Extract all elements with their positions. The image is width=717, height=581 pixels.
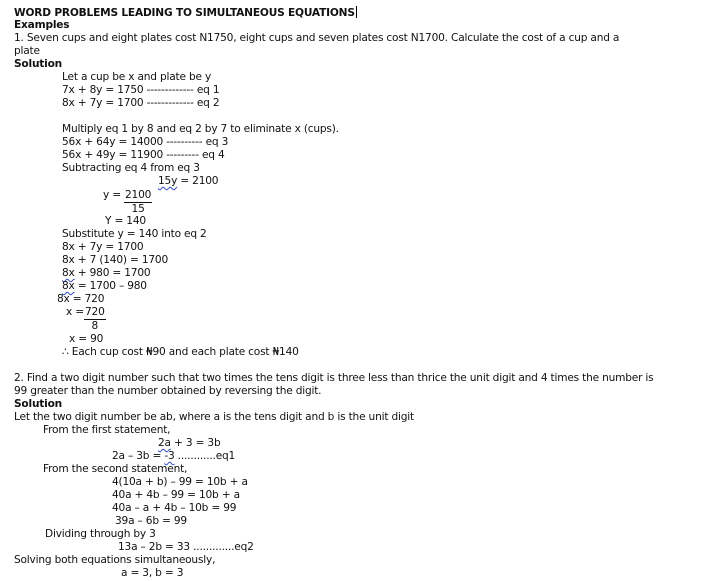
q1-x-value: x = 90 — [69, 333, 104, 345]
q1-multiply: Multiply eq 1 by 8 and eq 2 by 7 to eliminate x (cups). — [62, 123, 339, 135]
q1-step3 — [62, 267, 150, 280]
q1-text-line2: plate — [14, 45, 40, 57]
q2-f2 — [112, 450, 235, 463]
q2-eq2: 13a – 2b = 33 .............eq2 — [118, 541, 254, 553]
q2-f2-right: ............eq1 — [174, 450, 236, 462]
q2-f1 — [158, 437, 220, 450]
q1-answer: ∴ Each cup cost ₦90 and each plate cost ₦140 — [62, 346, 299, 358]
q1-y-label: y = — [103, 189, 121, 201]
q1-sub-result-right: = 2100 — [177, 175, 219, 187]
title-text: WORD PROBLEMS LEADING TO SIMULTANEOUS EQUATIONS — [14, 7, 355, 19]
q2-solving: Solving both equations simultaneously, — [14, 554, 216, 566]
q1-let: Let a cup be x and plate be y — [62, 71, 212, 83]
q1-eq4: 56x + 49y = 11900 --------- eq 4 — [62, 149, 225, 161]
q1-step1: 8x + 7y = 1700 — [62, 241, 144, 253]
q2-f2-left: 2a – 3b = — [112, 450, 165, 462]
q1-y-denominator: 15 — [131, 203, 145, 215]
examples-heading: Examples — [14, 19, 70, 31]
q1-solution-heading: Solution — [14, 58, 62, 70]
q1-eq1: 7x + 8y = 1750 ------------- eq 1 — [62, 84, 220, 96]
q1-x-numerator: 720 — [85, 306, 105, 318]
q1-sub-result-left: 15y — [158, 175, 178, 187]
q1-y-fraction — [124, 189, 152, 216]
q1-step4 — [62, 280, 147, 293]
q2-g3: 40a – a + 4b – 10b = 99 — [112, 502, 237, 514]
q2-f2-mid: -3 — [164, 450, 175, 462]
q1-sub-result — [158, 175, 218, 188]
q2-g1: 4(10a + b) – 99 = 10b + a — [112, 476, 248, 488]
q2-first-statement: From the first statement, — [43, 424, 171, 436]
text-cursor — [356, 6, 357, 18]
q1-eq3: 56x + 64y = 14000 ---------- eq 3 — [62, 136, 229, 148]
q1-x-fraction — [84, 306, 106, 333]
q1-step4-left: 8x — [62, 280, 75, 292]
q1-text-line1: 1. Seven cups and eight plates cost N1750, eight cups and seven plates cost N1700. Calculate the cost of a cup and a — [14, 32, 620, 44]
q2-g2: 40a + 4b – 99 = 10b + a — [112, 489, 240, 501]
q1-x-denominator: 8 — [91, 320, 99, 332]
q2-result: a = 3, b = 3 — [121, 567, 184, 579]
q1-y-value: Y = 140 — [105, 215, 146, 227]
q2-text-line2: 99 greater than the number obtained by reversing the digit. — [14, 385, 322, 397]
q2-f1-left: 2a — [158, 437, 171, 449]
q2-second-statement: From the second statement, — [43, 463, 188, 475]
q2-dividing: Dividing through by 3 — [45, 528, 156, 540]
q1-step2: 8x + 7 (140) = 1700 — [62, 254, 168, 266]
q1-x-label: x = — [66, 306, 84, 318]
q1-substitute: Substitute y = 140 into eq 2 — [62, 228, 207, 240]
q1-step3-right: + 980 = 1700 — [74, 267, 151, 279]
q2-g4: 39a – 6b = 99 — [115, 515, 187, 527]
q1-subtracting: Subtracting eq 4 from eq 3 — [62, 162, 200, 174]
q2-solution-heading: Solution — [14, 398, 62, 410]
q1-step4-right: = 1700 – 980 — [74, 280, 147, 292]
q1-eq2: 8x + 7y = 1700 ------------- eq 2 — [62, 97, 220, 109]
q2-f1-right: + 3 = 3b — [170, 437, 221, 449]
q1-y-numerator: 2100 — [125, 189, 152, 201]
page-title — [14, 6, 357, 20]
q1-step5: 8x = 720 — [57, 293, 105, 305]
q2-text-line1: 2. Find a two digit number such that two times the tens digit is three less than thrice the unit digit and 4 times the number is — [14, 372, 654, 384]
q1-step3-left: 8x — [62, 267, 75, 279]
q2-let: Let the two digit number be ab, where a is the tens digit and b is the unit digit — [14, 411, 414, 423]
